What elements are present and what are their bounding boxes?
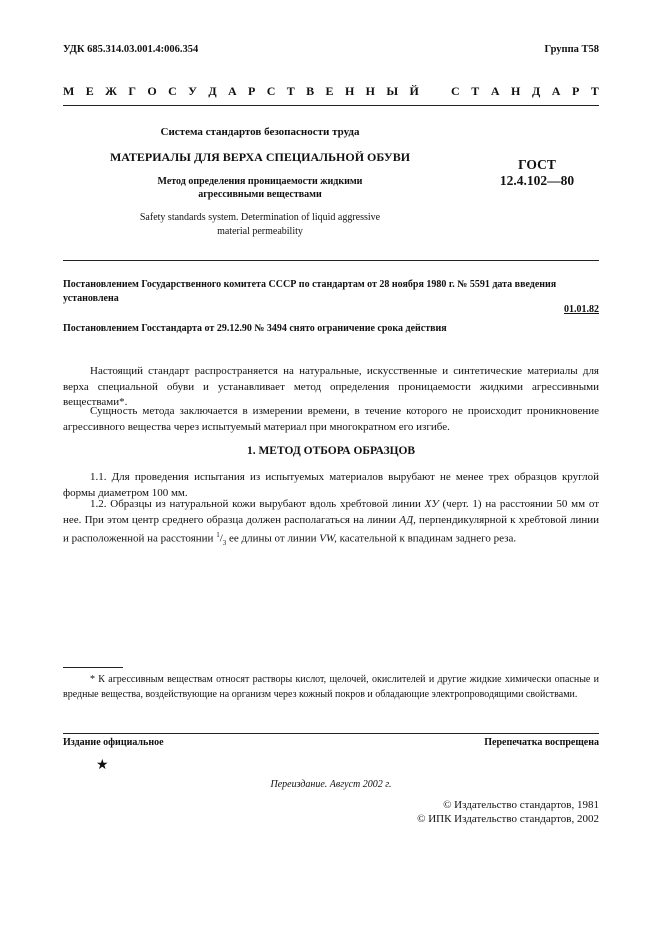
banner-letter: Р xyxy=(572,84,580,98)
essence-paragraph: Сущность метода заключается в измерении времени, в течение которого не происходит проникновение агрессивного вещества через испытуемый материал при многократном его изгибе. xyxy=(63,405,599,433)
banner-letter: Г xyxy=(128,84,136,98)
banner-letter: С xyxy=(451,84,460,98)
banner-letter: Ж xyxy=(105,84,117,98)
banner-letter: Е xyxy=(325,84,334,98)
title-rule xyxy=(63,260,599,261)
footnote-rule xyxy=(63,667,123,668)
banner-letter: Н xyxy=(511,84,521,98)
banner-letter: Н xyxy=(344,84,355,98)
footnote: * К агрессивным веществам относят растворы кислот, щелочей, окислителей и другие жидкие химически опасные и вредные вещества, воздействующие на организм через кожный покров и обладающие электропроводящими свойствами. xyxy=(63,674,599,700)
banner-letter: М xyxy=(63,84,75,98)
group-code: Группа Т58 xyxy=(544,44,599,55)
decree-limitation: Постановлением Госстандарта от 29.12.90 № 3494 снято ограничение срока действия xyxy=(63,323,447,334)
copyright-2002: © ИПК Издательство стандартов, 2002 xyxy=(417,813,599,825)
section-heading: 1. МЕТОД ОТБОРА ОБРАЗЦОВ xyxy=(246,445,416,457)
banner-letter: А xyxy=(227,84,237,98)
banner-letter: С xyxy=(168,84,177,98)
banner-letter: Т xyxy=(286,84,295,98)
banner-letter: С xyxy=(266,84,276,98)
clause-1-2: 1.2. Образцы из натуральной кожи вырубают вдоль хребтовой линии ХУ (черт. 1) на расстоянии 50 мм от нее. При этом центр среднего образца должен располагаться на линии АД, перпендикулярной к хребтовой линии и расположенной на расстоянии $^1/_3$ ее длины от линии VW, касательной к впадинам заднего реза. xyxy=(63,498,599,547)
banner-word-standard xyxy=(451,84,599,99)
main-title: МАТЕРИАЛЫ ДЛЯ ВЕРХА СПЕЦИАЛЬНОЙ ОБУВИ xyxy=(109,150,411,164)
decree-text: Постановлением Государственного комитета СССР по стандартам от 28 ноября 1980 г. № 5591 дата введения установлена xyxy=(63,279,557,304)
method-title: Метод определения проницаемости жидкими агрессивными веществами xyxy=(157,176,363,200)
banner-letter: О xyxy=(147,84,157,98)
banner-letter: Е xyxy=(85,84,94,98)
banner-letter: Ы xyxy=(386,84,399,98)
standard-banner xyxy=(63,84,599,99)
banner-letter: В xyxy=(306,84,315,98)
banner-letter: У xyxy=(188,84,197,98)
effective-date: 01.01.82 xyxy=(564,304,599,315)
banner-letter: Д xyxy=(208,84,217,98)
official-edition: Издание официальное xyxy=(63,737,164,748)
copyright-block xyxy=(417,798,599,826)
reprint-forbidden: Перепечатка воспрещена xyxy=(484,737,599,748)
reissue-note: Переиздание. Август 2002 г. xyxy=(270,779,392,790)
banner-letter: А xyxy=(551,84,561,98)
banner-letter: Р xyxy=(248,84,256,98)
banner-rule xyxy=(63,105,599,106)
intro-paragraph: Настоящий стандарт распространяется на натуральные, искусственные и синтетические материалы для верха специальной обуви и устанавливает метод определения проницаемости жидкими агрессивными веществами*. xyxy=(63,365,599,408)
gost-designation: ГОСТ 12.4.102—80 xyxy=(499,157,575,188)
banner-letter: Й xyxy=(409,84,419,98)
star-icon: ★ xyxy=(96,758,109,773)
copyright-1981: © Издательство стандартов, 1981 xyxy=(443,799,599,811)
system-title: Система стандартов безопасности труда xyxy=(160,126,360,138)
banner-word-interstate xyxy=(63,84,419,99)
banner-letter: А xyxy=(490,84,500,98)
banner-letter: Д xyxy=(531,84,541,98)
english-title: Safety standards system. Determination of liquid aggressive material permeability xyxy=(139,212,381,237)
banner-letter: Н xyxy=(365,84,375,98)
footer-rule xyxy=(63,733,599,734)
clause-1-1: 1.1. Для проведения испытания из испытуемых материалов вырубают не менее трех образцов круглой формы диаметром 100 мм. xyxy=(63,471,599,499)
banner-letter: Т xyxy=(590,84,599,98)
banner-letter: Т xyxy=(471,84,480,98)
udk-code: УДК 685.314.03.001.4:006.354 xyxy=(63,44,199,55)
